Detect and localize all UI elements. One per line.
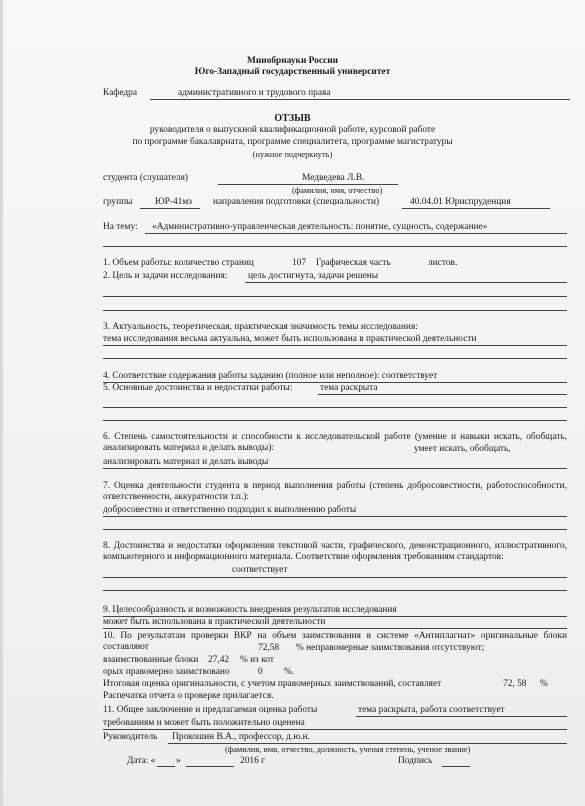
- signature-label: Подпись: [398, 756, 433, 766]
- item10-legal: 0: [258, 667, 263, 677]
- group-line: [140, 208, 200, 209]
- item3-value: тема исследования весьма актуальна, может быть использована в практической деятельности: [103, 334, 477, 344]
- item11-value-2: требованиям и может быть положительно оценена: [103, 718, 305, 728]
- item2-line: [245, 282, 567, 283]
- direction-line: [402, 208, 550, 209]
- department-label: Кафедра: [103, 88, 138, 98]
- item10-text: 10. По результатам проверки ВКР на объем заимствования в системе «Антиплагиат» оригинальные блоки составляют: [103, 631, 567, 652]
- item5-value: тема раскрыта: [320, 383, 378, 393]
- item7-line-2: [103, 529, 567, 530]
- direction-label: направления подготовки (специальности): [213, 197, 380, 207]
- student-label: студента (слушателя): [103, 173, 189, 183]
- item3-line-2: [103, 358, 567, 359]
- item6-value-2: анализировать материал и делать выводы: [103, 457, 269, 467]
- item10-mid: % неправомерные заимствования отсутствуют;: [296, 643, 485, 653]
- item5-label: 5. Основные достоинства и недостатки работы:: [103, 383, 293, 393]
- item6-value-1: умеет искать, обобщать,: [414, 444, 511, 454]
- item11-label: 11. Общее заключение и предлагаемая оценка работы: [103, 705, 318, 715]
- item5-line-2: [103, 407, 567, 408]
- item11-line-2: [103, 729, 567, 730]
- group-value: ЮР-41мз: [155, 197, 192, 207]
- topic-line-2: [103, 246, 567, 247]
- item7-value: добросовестно и ответственно подходил к выполнению работы: [103, 505, 357, 515]
- item8-text: 8. Достоинства и недостатки оформления текстовой части, графического, демонстрационного, иллюстративного, компьютерного и информационного материала. Соответствие оформления требованиям стандартов:: [103, 541, 567, 562]
- department-line: [150, 99, 570, 100]
- item4-text: 4. Соответствие содержания работы заданию (полное или неполное): соответствует: [103, 371, 438, 381]
- item5-line: [318, 394, 567, 395]
- department-value: административного и трудового права: [178, 88, 331, 98]
- document-title: ОТЗЫВ: [274, 113, 311, 124]
- ministry-title: Минобрнауки России: [247, 56, 338, 66]
- direction-value: 40.04.01 Юриспруденция: [410, 197, 511, 207]
- item10-final: 72, 58: [503, 679, 527, 689]
- date-day-line: [157, 766, 175, 767]
- item11-line: [356, 716, 567, 717]
- item5-line-3: [103, 420, 567, 421]
- supervisor-label: Руководитель: [103, 732, 158, 742]
- item8-value: соответствует: [232, 565, 288, 575]
- group-label: группы: [103, 197, 133, 207]
- topic-label: На тему:: [103, 222, 138, 232]
- item2-value: цель достигнута, задачи решены: [248, 271, 379, 281]
- date-year: 2016 г: [240, 756, 265, 766]
- topic-value: «Административно-управленческая деятельность: понятие, сущность, содержание»: [152, 222, 488, 232]
- item8-line-2: [103, 590, 567, 591]
- title-hint: (нужное подчеркнуть): [252, 150, 333, 159]
- title-line-2: по программе бакалавриата, программе специалитета, программе магистратуры: [132, 137, 453, 147]
- item10-legal-label: орых правомерно заимствовано: [103, 667, 230, 677]
- title-line-1: руководителя о выпускной квалификационной работе, курсовой работе: [149, 125, 436, 135]
- date-close: »: [176, 756, 181, 766]
- item10-final-label: Итоговая оценка оригинальности, с учетом правомерных заимствований, составляет: [103, 679, 442, 689]
- item1-graphic: Графическая часть: [316, 258, 391, 268]
- signature-line: [442, 766, 470, 767]
- item10-final-suffix: %: [540, 679, 548, 689]
- item1-pages: 107: [292, 258, 307, 268]
- university-title: Юго-Западный государственный университет: [194, 67, 391, 77]
- item2-label: 2. Цель и задачи исследования:: [103, 271, 228, 281]
- item6-text: 6. Степень самостоятельности и способности к исследовательской работе (умение и навыки искать, обобщать, анализировать материал и делать выводы):: [103, 432, 567, 453]
- item10-borrowed-label: взаимствованные блоки: [103, 655, 199, 665]
- item10-report-note: Распечатка отчета о проверке прилагается.: [103, 691, 274, 701]
- supervisor-value: Прокошин В.А., профессор, д.ю.н.: [172, 732, 310, 742]
- item7-text: 7. Оценка деятельности студента в период выполнения работы (степень добросовестности, работоспособности, ответственности, аккуратности т.п.):: [103, 481, 567, 502]
- topic-line: [145, 233, 567, 234]
- supervisor-hint: (фамилия, имя, отчество, должность, ученая степень, ученое звание): [225, 745, 471, 754]
- item11-value-1: тема раскрыта, работа соответствует: [358, 705, 505, 715]
- item7-line: [103, 516, 567, 517]
- date-month-line: [186, 766, 234, 767]
- student-name: Медведева Л.В.: [302, 173, 365, 183]
- item1-sheets: листов.: [428, 258, 458, 268]
- item10-legal-suffix: %.: [284, 667, 295, 677]
- item10-borrowed: 27,42: [208, 655, 230, 665]
- item8-line: [103, 577, 567, 578]
- item2-line-2: [103, 296, 567, 297]
- date-label: Дата: «: [127, 756, 156, 766]
- item10-original: 72,58: [258, 643, 280, 653]
- student-name-hint: (фамилия, имя, отчество): [292, 186, 383, 195]
- item1-label: 1. Объем работы: количество страниц: [103, 258, 254, 268]
- item9-label: 9. Целесообразность и возможность внедрения результатов исследования: [103, 605, 397, 615]
- item6-line: [103, 468, 567, 469]
- item2-line-3: [103, 310, 567, 311]
- item9-value: может быть использована в практической деятельности: [103, 617, 326, 627]
- item3-line: [103, 345, 567, 346]
- item10-borrowed-suffix: % из кот: [240, 655, 274, 665]
- item9-line-2: [103, 628, 567, 629]
- item3-label: 3. Актуальность, теоретическая, практическая значимость темы исследования:: [103, 322, 418, 332]
